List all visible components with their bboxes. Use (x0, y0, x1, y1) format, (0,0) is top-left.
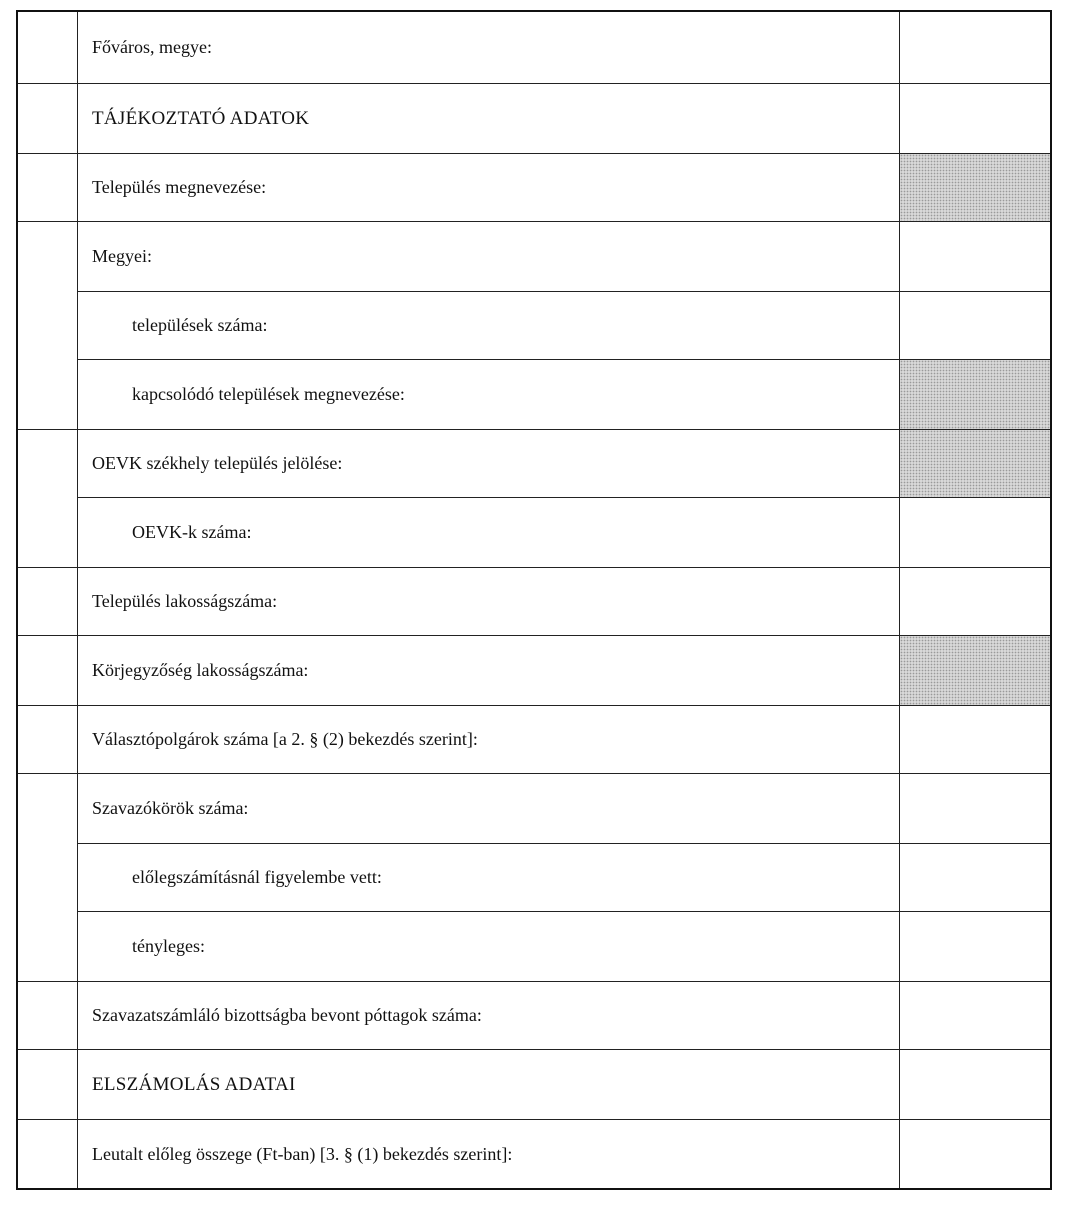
label-cell (78, 982, 900, 1049)
row-number-cell (18, 430, 78, 498)
row-label: Körjegyzőség lakosságszáma: (92, 660, 309, 680)
section-heading: ELSZÁMOLÁS ADATAI (92, 1073, 296, 1095)
label-cell (78, 360, 900, 429)
row-label: Szavazatszámláló bizottságba bevont póttagok száma: (92, 1005, 482, 1025)
row-label: kapcsolódó települések megnevezése: (132, 384, 405, 404)
label-cell (78, 222, 900, 292)
label-cell (78, 706, 900, 773)
value-field[interactable] (900, 982, 1050, 1049)
label-cell (78, 568, 900, 635)
row-valasztopolgarok-szama (18, 706, 1050, 774)
row-telepules-megnevezese (18, 154, 1050, 222)
row-label: Főváros, megye: (92, 37, 212, 57)
shaded-value-cell (900, 154, 1050, 221)
row-label: tényleges: (132, 936, 205, 956)
label-cell (78, 844, 900, 912)
row-elszamolas-adatai (18, 1050, 1050, 1120)
section-heading: TÁJÉKOZTATÓ ADATOK (92, 107, 310, 129)
form-table (16, 10, 1052, 1190)
row-number-cell (18, 1120, 78, 1188)
value-field[interactable] (900, 912, 1050, 981)
row-label: települések száma: (132, 315, 268, 335)
row-fovaros-megye (18, 12, 1050, 84)
row-tajekoztato-adatok (18, 84, 1050, 154)
row-pottagok-szama (18, 982, 1050, 1050)
label-cell (78, 636, 900, 705)
label-cell (78, 292, 900, 360)
row-oevk-szekhely (18, 430, 1050, 498)
row-number-cell (18, 844, 78, 912)
label-cell (78, 154, 900, 221)
row-label: Választópolgárok száma [a 2. § (2) bekezdés szerint]: (92, 729, 478, 749)
row-number-cell (18, 84, 78, 153)
row-number-cell (18, 568, 78, 635)
label-cell (78, 774, 900, 844)
row-label: OEVK székhely település jelölése: (92, 453, 343, 473)
value-field[interactable] (900, 292, 1050, 360)
shaded-value-cell (900, 636, 1050, 705)
row-number-cell (18, 982, 78, 1049)
value-field[interactable] (900, 568, 1050, 635)
label-cell (78, 430, 900, 498)
label-cell (78, 1050, 900, 1119)
row-megyei (18, 222, 1050, 292)
value-field[interactable] (900, 1120, 1050, 1188)
row-tenyleges (18, 912, 1050, 982)
label-cell (78, 912, 900, 981)
value-field[interactable] (900, 844, 1050, 912)
row-number-cell (18, 774, 78, 844)
row-number-cell (18, 498, 78, 567)
row-number-cell (18, 636, 78, 705)
row-telepulesek-szama (18, 292, 1050, 360)
value-field[interactable] (900, 706, 1050, 773)
row-label: Szavazókörök száma: (92, 798, 249, 818)
row-label: Leutalt előleg összege (Ft-ban) [3. § (1) bekezdés szerint]: (92, 1143, 513, 1164)
row-number-cell (18, 1050, 78, 1119)
row-number-cell (18, 706, 78, 773)
label-cell (78, 1120, 900, 1188)
row-oevk-szama (18, 498, 1050, 568)
row-eloleg-szamitas (18, 844, 1050, 912)
row-number-cell (18, 912, 78, 981)
label-cell (78, 12, 900, 83)
shaded-value-cell (900, 360, 1050, 429)
row-number-cell (18, 12, 78, 83)
value-field[interactable] (900, 12, 1050, 83)
value-field[interactable] (900, 222, 1050, 292)
row-label: Település lakosságszáma: (92, 591, 278, 611)
row-number-cell (18, 154, 78, 221)
row-kapcsolodo-telepulesek (18, 360, 1050, 430)
label-cell (78, 84, 900, 153)
row-label: előlegszámításnál figyelembe vett: (132, 867, 382, 887)
value-field[interactable] (900, 1050, 1050, 1119)
row-telepules-lakossagszama (18, 568, 1050, 636)
row-korjegyzoseg-lakossagszama (18, 636, 1050, 706)
value-field[interactable] (900, 774, 1050, 844)
value-field[interactable] (900, 84, 1050, 153)
row-label: OEVK-k száma: (132, 522, 252, 542)
row-leutalt-eloleg (18, 1120, 1050, 1188)
row-label: Megyei: (92, 246, 152, 266)
row-number-cell (18, 292, 78, 360)
shaded-value-cell (900, 430, 1050, 498)
value-field[interactable] (900, 498, 1050, 567)
row-label: Település megnevezése: (92, 177, 267, 197)
row-number-cell (18, 360, 78, 429)
row-szavazokorok-szama (18, 774, 1050, 844)
row-number-cell (18, 222, 78, 292)
label-cell (78, 498, 900, 567)
